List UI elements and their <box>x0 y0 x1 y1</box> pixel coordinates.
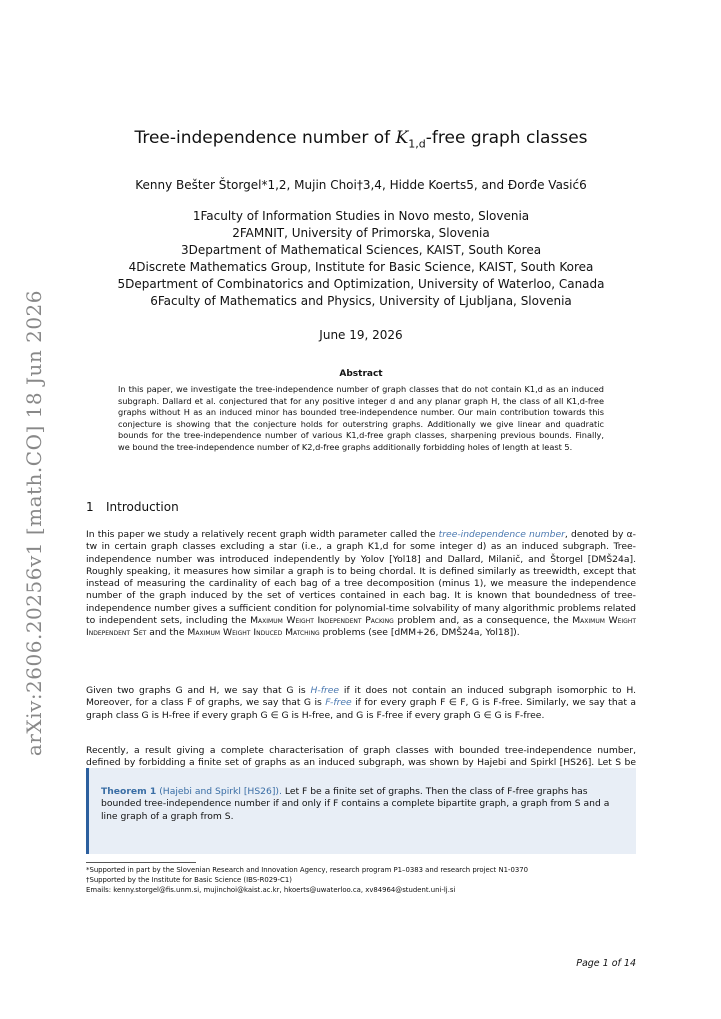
theorem-label: Theorem 1 <box>101 786 157 797</box>
abstract-text: In this paper, we investigate the tree-independence number of graph classes that do not contain K1,d as an induced subgraph. Dallard et al. conjectured that for any positive integer d and any planar graph H, the class of all K1,d-free graphs without H as an induced minor has bounded tree-independence number. Our main contribution towards this conjecture is showing that the conjecture holds for outerstring graphs. Additionally we give linear and quadratic bounds for the tree-independence number of various K1,d-free graph classes, sharpening previous bounds. Finally, we bound the tree-independence number of K2,d-free graphs additionally forbidding holes of length at least 5. <box>118 384 604 452</box>
affiliation-6: 6Faculty of Mathematics and Physics, University of Ljubljana, Slovenia <box>150 294 572 308</box>
theorem-box <box>86 768 636 854</box>
footnote-funding-1: *Supported in part by the Slovenian Research and Innovation Agency, research program P1–0383 and research project N1-0370 <box>86 866 529 874</box>
section-title: Introduction <box>106 500 179 514</box>
page-number: Page 1 of 14 <box>576 958 636 969</box>
paragraph-definitions: Given two graphs G and H, we say that G is H-free if it does not contain an induced subgraph isomorphic to H. Moreover, for a class F of graphs, we say that G is F-free if for every graph F ∈ F, G is F-free. Similarly, we say that a graph class G is H-free if every graph G ∈ G is H-free, and G is F-free if every graph G ∈ G is F-free. <box>86 685 636 721</box>
theorem-citation[interactable]: (Hajebi and Spirkl [HS26]). <box>159 786 282 797</box>
affiliation-2: 2FAMNIT, University of Primorska, Slovenia <box>232 226 490 240</box>
paper-date: June 19, 2026 <box>319 328 403 342</box>
affiliation-1: 1Faculty of Information Studies in Novo mesto, Slovenia <box>192 209 530 223</box>
f-free-link[interactable]: F-free <box>325 697 352 709</box>
footnote-rule <box>86 862 196 863</box>
affiliation-3: 3Department of Mathematical Sciences, KAIST, South Korea <box>180 243 542 257</box>
paragraph-intro: In this paper we study a relatively recent graph width parameter called the tree-independence number, denoted by α-tw in certain graph classes excluding a star (i.e., a graph K1,d for some integer d) as an induced subgraph. Tree-independence number was introduced independently by Yolov [Yol18] and Dallard, Milanič, and Štorgel [DMŠ24a]. Roughly speaking, it measures how similar a graph is to being chordal. It is defined similarly as treewidth, except that instead of measuring the cardinality of each bag of a tree decomposition (minus 1), we measure the independence number of the graph induced by the set of vertices contained in each bag. It is known that boundedness of tree-independence number gives a sufficient condition for polynomial-time solvability of many algorithmic problems related to independent sets, including the Maximum Weight Independent Packing problem and, as a consequence, the Maximum Weight Independent Set and the Maximum Weight Induced Matching problems (see [dMM+26, DMŠ24a, Yol18]). <box>86 529 637 639</box>
footnote-emails: Emails: kenny.storgel@fis.unm.si, mujinchoi@kaist.ac.kr, hkoerts@uwaterloo.ca, xv84964@student.uni-lj.si <box>86 886 456 894</box>
section-number: 1 <box>86 500 94 514</box>
affiliation-5: 5Department of Combinatorics and Optimization, University of Waterloo, Canada <box>117 277 605 291</box>
footnote-funding-2: †Supported by the Institute for Basic Science (IBS-R029-C1) <box>86 876 292 884</box>
tree-independence-link[interactable]: tree-independence number <box>438 529 565 540</box>
paragraph-recent-result: Recently, a result giving a complete characterisation of graph classes with bounded tree-independence number, defined by forbidding a finite set of graphs as an induced subgraph, was shown by Hajebi and Spirkl [HS26]. Let S be <box>86 745 636 769</box>
affiliations <box>86 208 636 310</box>
h-free-link[interactable]: H-free <box>310 685 340 696</box>
theorem-body: Theorem 1 (Hajebi and Spirkl [HS26]). Let F be a finite set of graphs. Then the class of F-free graphs has bounded tree-independence number if and only if F contains a complete bipartite graph, a graph from S and a line graph of a graph from S. <box>101 786 610 822</box>
paper-title: Tree-independence number of $K_{1,d}$-free graph classes <box>134 128 588 151</box>
affiliation-4: 4Discrete Mathematics Group, Institute for Basic Science, KAIST, South Korea <box>128 260 594 274</box>
section-heading <box>86 500 179 514</box>
arxiv-identifier: arXiv:2606.20256v1 [math.CO] 18 Jun 2026 <box>22 290 46 757</box>
author-list: Kenny Bešter Štorgel*1,2, Mujin Choi†3,4, Hidde Koerts5, and Đorđe Vasić6 <box>135 178 587 192</box>
abstract-heading: Abstract <box>339 369 383 379</box>
footnotes <box>86 865 646 895</box>
